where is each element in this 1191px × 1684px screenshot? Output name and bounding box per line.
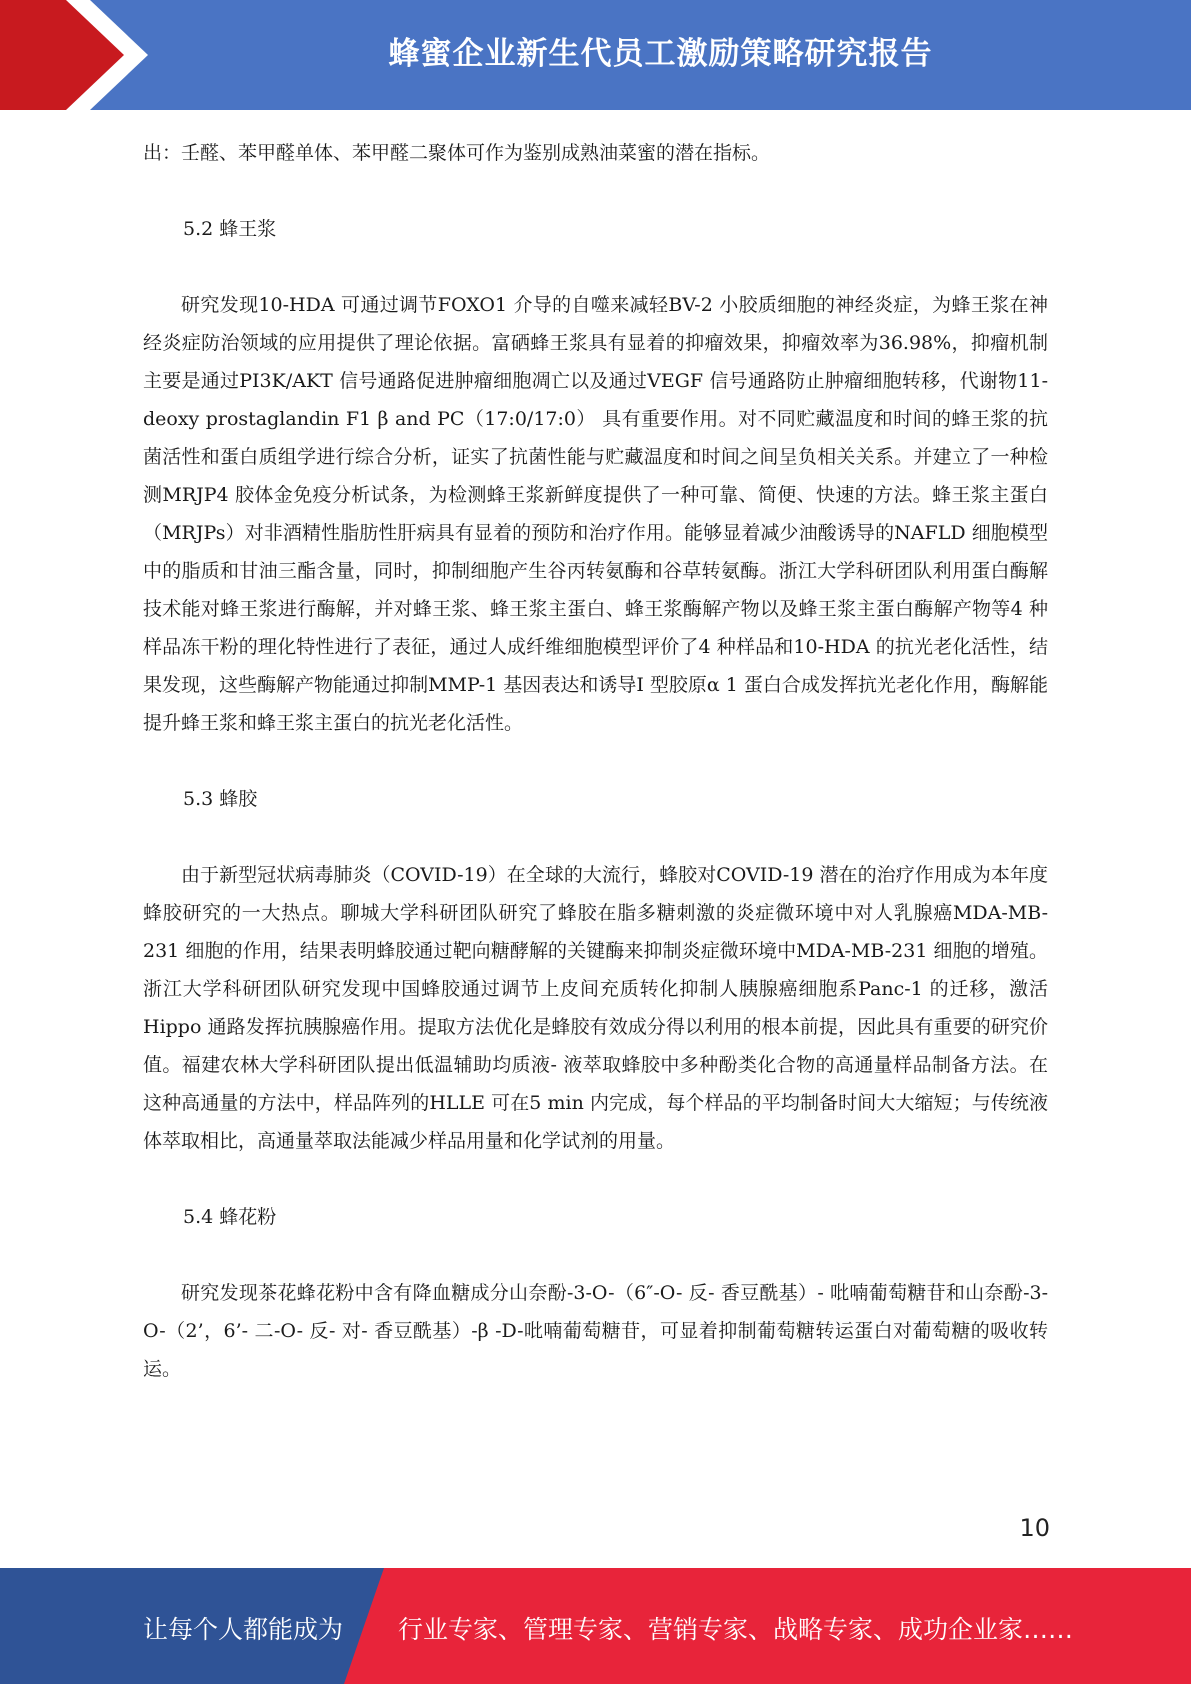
document-body: [143, 134, 1048, 1388]
section-heading-bee-pollen: 5.4 蜂花粉: [183, 1206, 277, 1228]
section-body-royal-jelly: 研究发现10-HDA 可通过调节FOXO1 介导的自噬来减轻BV-2 小胶质细胞的神经炎症，为蜂王浆在神经炎症防治领域的应用提供了理论依据。富硒蜂王浆具有显着的抑瘤效果，抑瘤效率为36.98%，抑瘤机制主要是通过PI3K/AKT 信号通路促进肿瘤细胞凋亡以及通过VEGF 信号通路防止肿瘤细胞转移，代谢物11-deoxy prostaglandin F1 β and PC（17:0/17:0） 具有重要作用。对不同贮藏温度和时间的蜂王浆的抗菌活性和蛋白质组学进行综合分析，证实了抗菌性能与贮藏温度和时间之间呈负相关关系。并建立了一种检测MRJP4 胶体金免疫分析试条，为检测蜂王浆新鲜度提供了一种可靠、简便、快速的方法。蜂王浆主蛋白（MRJPs）对非酒精性脂肪性肝病具有显着的预防和治疗作用。能够显着减少油酸诱导的NAFLD 细胞模型中的脂质和甘油三酯含量，同时，抑制细胞产生谷丙转氨酶和谷草转氨酶。浙江大学科研团队利用蛋白酶解技术能对蜂王浆进行酶解，并对蜂王浆、蜂王浆主蛋白、蜂王浆酶解产物以及蜂王浆主蛋白酶解产物等4 种样品冻干粉的理化特性进行了表征，通过人成纤维细胞模型评价了4 种样品和10-HDA 的抗光老化活性，结果发现，这些酶解产物能通过抑制MMP-1 基因表达和诱导Ⅰ 型胶原α 1 蛋白合成发挥抗光老化作用，酶解能提升蜂王浆和蜂王浆主蛋白的抗光老化活性。: [143, 294, 1048, 734]
intro-paragraph: 出：壬醛、苯甲醛单体、苯甲醛二聚体可作为鉴别成熟油菜蜜的潜在指标。: [143, 142, 771, 164]
section-heading-royal-jelly: 5.2 蜂王浆: [183, 218, 277, 240]
footer-slogan-left: 让每个人都能成为: [143, 1615, 344, 1644]
section-body-propolis: 由于新型冠状病毒肺炎（COVID-19）在全球的大流行，蜂胶对COVID-19 潜在的治疗作用成为本年度蜂胶研究的一大热点。聊城大学科研团队研究了蜂胶在脂多糖刺激的炎症微环境中对人乳腺癌MDA-MB-231 细胞的作用，结果表明蜂胶通过靶向糖酵解的关键酶来抑制炎症微环境中MDA-MB-231 细胞的增殖。浙江大学科研团队研究发现中国蜂胶通过调节上皮间充质转化抑制人胰腺癌细胞系Panc-1 的迁移，激活Hippo 通路发挥抗胰腺癌作用。提取方法优化是蜂胶有效成分得以利用的根本前提，因此具有重要的研究价值。福建农林大学科研团队提出低温辅助均质液- 液萃取蜂胶中多种酚类化合物的高通量样品制备方法。在这种高通量的方法中，样品阵列的HLLE 可在5 min 内完成，每个样品的平均制备时间大大缩短；与传统液体萃取相比，高通量萃取法能减少样品用量和化学试剂的用量。: [143, 864, 1048, 1152]
page-header: [0, 0, 1191, 110]
page-footer: [0, 1568, 1191, 1684]
section-body-bee-pollen: 研究发现茶花蜂花粉中含有降血糖成分山奈酚-3-O-（6″-O- 反- 香豆酰基）- 吡喃葡萄糖苷和山奈酚-3-O-（2’，6’- 二-O- 反- 对- 香豆酰基）-β -D-吡喃葡萄糖苷，可显着抑制葡萄糖转运蛋白对葡萄糖的吸收转运。: [143, 1282, 1048, 1380]
section-heading-propolis: 5.3 蜂胶: [183, 788, 258, 810]
page-number: 10: [1019, 1514, 1050, 1542]
report-title: 蜂蜜企业新生代员工激励策略研究报告: [388, 36, 933, 72]
footer-slogan-right: 行业专家、管理专家、营销专家、战略专家、成功企业家……: [398, 1615, 1074, 1644]
